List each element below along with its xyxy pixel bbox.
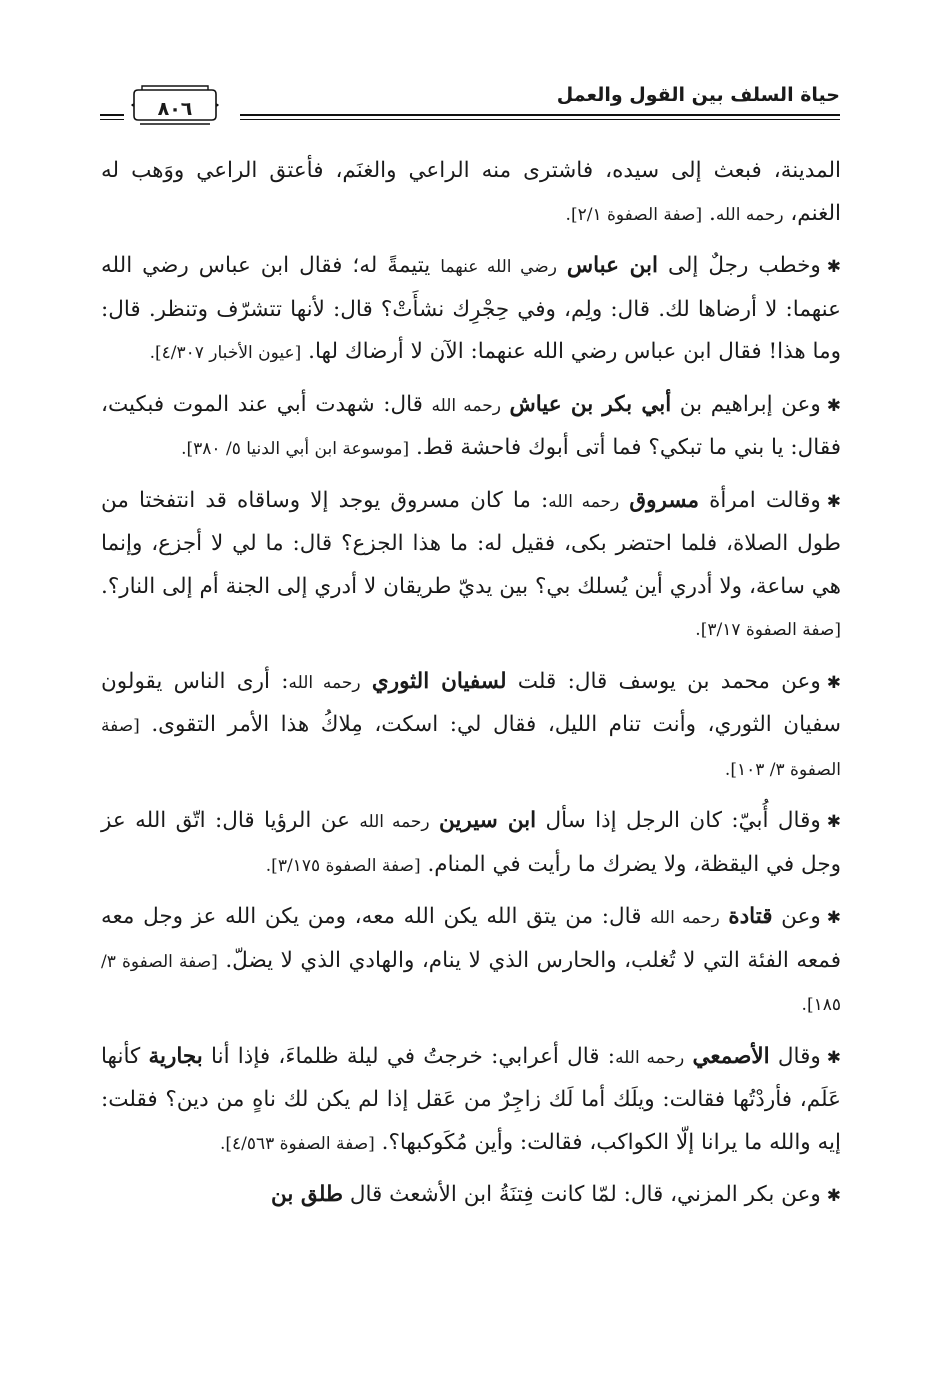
bullet-icon: ✱ bbox=[826, 908, 841, 928]
paragraph-text: وقال bbox=[769, 1043, 821, 1069]
bold-name: مسروق bbox=[629, 487, 700, 513]
bold-name: أبي بكر بن عياش bbox=[509, 391, 672, 417]
honorific: رحمه الله bbox=[650, 908, 720, 928]
main-text bbox=[101, 150, 841, 1227]
paragraph bbox=[101, 800, 841, 887]
paragraph-text: وعن محمد بن يوسف قال: قلت bbox=[506, 668, 821, 694]
paragraph-text: وعن إبراهيم بن bbox=[671, 391, 821, 417]
paragraph bbox=[101, 384, 841, 471]
reference: [صفة الصفوة ٣/ ١٨٥]. bbox=[101, 951, 841, 1015]
paragraph bbox=[101, 896, 841, 1027]
paragraph bbox=[101, 1036, 841, 1166]
paragraph-text: وعن بكر المزني، قال: لمّا كانت فِتنَةُ ابن الأشعث قال bbox=[343, 1182, 821, 1207]
paragraph-text: عن الرؤيا قال: اتّق الله عز وجل في اليقظة، ولا يضرك ما رأيت في المنام. bbox=[101, 808, 841, 877]
paragraph-text: المدينة، فبعث إلى سيده، فاشترى منه الراعي والغنَم، فأعتق الراعي ووَهب له الغنم، bbox=[101, 158, 841, 226]
reference: [موسوعة ابن أبي الدنيا ٥/ ٣٨٠]. bbox=[181, 439, 410, 459]
reference: [صفة الصفوة ٣/ ١٠٣]. bbox=[101, 716, 841, 780]
paragraph-text: قال: شهدت أبي عند الموت فبكيت، فقال: يا بني ما تبكي؟ فما أتى أبوك فاحشة قط. bbox=[101, 391, 841, 460]
bold-word: بجارية bbox=[148, 1043, 203, 1069]
page-number: ٨٠٦ bbox=[157, 98, 193, 120]
bold-name: ابن عباس bbox=[566, 253, 658, 278]
bold-name: طلق بن bbox=[271, 1182, 344, 1207]
header-rule-left bbox=[100, 114, 124, 120]
reference: [صفة الصفوة ٣/١٧]. bbox=[695, 620, 841, 640]
bullet-icon: ✱ bbox=[826, 257, 841, 277]
reference: [صفة الصفوة ٣/١٧٥]. bbox=[265, 855, 421, 876]
honorific: رحمه الله bbox=[548, 491, 620, 512]
honorific: رحمه الله bbox=[615, 1047, 685, 1068]
paragraph-text: : ما كان مسروق يوجد إلا وساقاه قد انتفختا من طول الصلاة، فلما احتضر بكى، فقيل له: ما هذا الجزع؟ قال: ما لي لا أجزع، وإنما هي ساعة، ولا أدري أين يُسلك بي؟ بين يديّ طريقان لا أدري إلى الجنة أم إلى النار؟. bbox=[101, 487, 841, 599]
page-number-frame bbox=[130, 84, 220, 124]
honorific: رحمه الله bbox=[359, 812, 430, 832]
honorific: رحمه الله bbox=[288, 672, 361, 693]
paragraph-text: وخطب رجلٌ إلى bbox=[657, 253, 821, 278]
paragraph-text: : قال أعرابي: خرجتُ في ليلة ظلماءَ، فإذا أنا bbox=[202, 1043, 616, 1069]
bullet-icon: ✱ bbox=[826, 1186, 841, 1206]
bold-name: الأصمعي bbox=[692, 1043, 770, 1069]
honorific: رضي الله عنهما bbox=[440, 257, 557, 277]
header-rule bbox=[240, 114, 840, 120]
bold-name: ابن سيرين bbox=[439, 808, 537, 833]
honorific: رحمه الله bbox=[715, 204, 784, 225]
paragraph-text: يتيمةً له؛ فقال ابن عباس رضي الله عنهما: لا أرضاها لك. قال: ولِم، وفي حِجْرِك نشأَتْ؟ قال: لأنها تتشرّف وتنظر. قال: وما هذا! فقال ابن عباس رضي الله عنهما: الآن لا أرضاك لها. bbox=[101, 253, 841, 364]
reference: [صفة الصفوة ٢/١]. bbox=[565, 204, 703, 225]
bullet-icon: ✱ bbox=[826, 1047, 841, 1068]
sentence-end: . bbox=[708, 200, 716, 226]
paragraph bbox=[101, 1174, 841, 1218]
honorific: رحمه الله bbox=[431, 395, 501, 416]
bold-name: لسفيان الثوري bbox=[371, 668, 507, 694]
reference: [صفة الصفوة ٤/٥٦٣]. bbox=[219, 1133, 375, 1154]
paragraph bbox=[101, 480, 841, 652]
bullet-icon: ✱ bbox=[826, 491, 841, 512]
running-title: حياة السلف بين القول والعمل bbox=[556, 84, 840, 106]
bullet-icon: ✱ bbox=[826, 672, 841, 693]
bold-name: قتادة bbox=[728, 904, 773, 929]
reference: [عيون الأخبار ٤/٣٠٧]. bbox=[149, 343, 302, 363]
paragraph-text: قال: من يتق الله يكن الله معه، ومن يكن الله عز وجل معه فمعه الفئة التي لا تُغلب، والحارس الذي لا ينام، والهادي الذي لا يضلّ. bbox=[101, 904, 841, 973]
bullet-icon: ✱ bbox=[826, 395, 842, 416]
page-header bbox=[100, 70, 840, 130]
paragraph bbox=[101, 245, 841, 375]
paragraph-text: وقالت امرأة bbox=[699, 487, 821, 513]
paragraph-text: وقال أُبيّ: كان الرجل إذا سأل bbox=[536, 808, 821, 833]
paragraph bbox=[101, 150, 841, 236]
bullet-icon: ✱ bbox=[826, 812, 841, 832]
paragraph bbox=[101, 661, 841, 792]
paragraph-text: : أرى الناس يقولون سفيان الثوري، وأنت تنام الليل، فقال لي: اسكت، مِلاكُ هذا الأمر التقوى. bbox=[101, 668, 842, 737]
paragraph-text: وعن bbox=[772, 904, 821, 929]
paragraph-text: كأنها عَلَم، فأردْتُها فقالت: ويلَك أما لَك زاجِرٌ من عَقل إذا لم يكن لك ناهٍ من دين؟ فقلت: إيه والله ما يرانا إلّا الكواكب، فقالت: وأين مُكَوكبها؟. bbox=[101, 1043, 841, 1155]
